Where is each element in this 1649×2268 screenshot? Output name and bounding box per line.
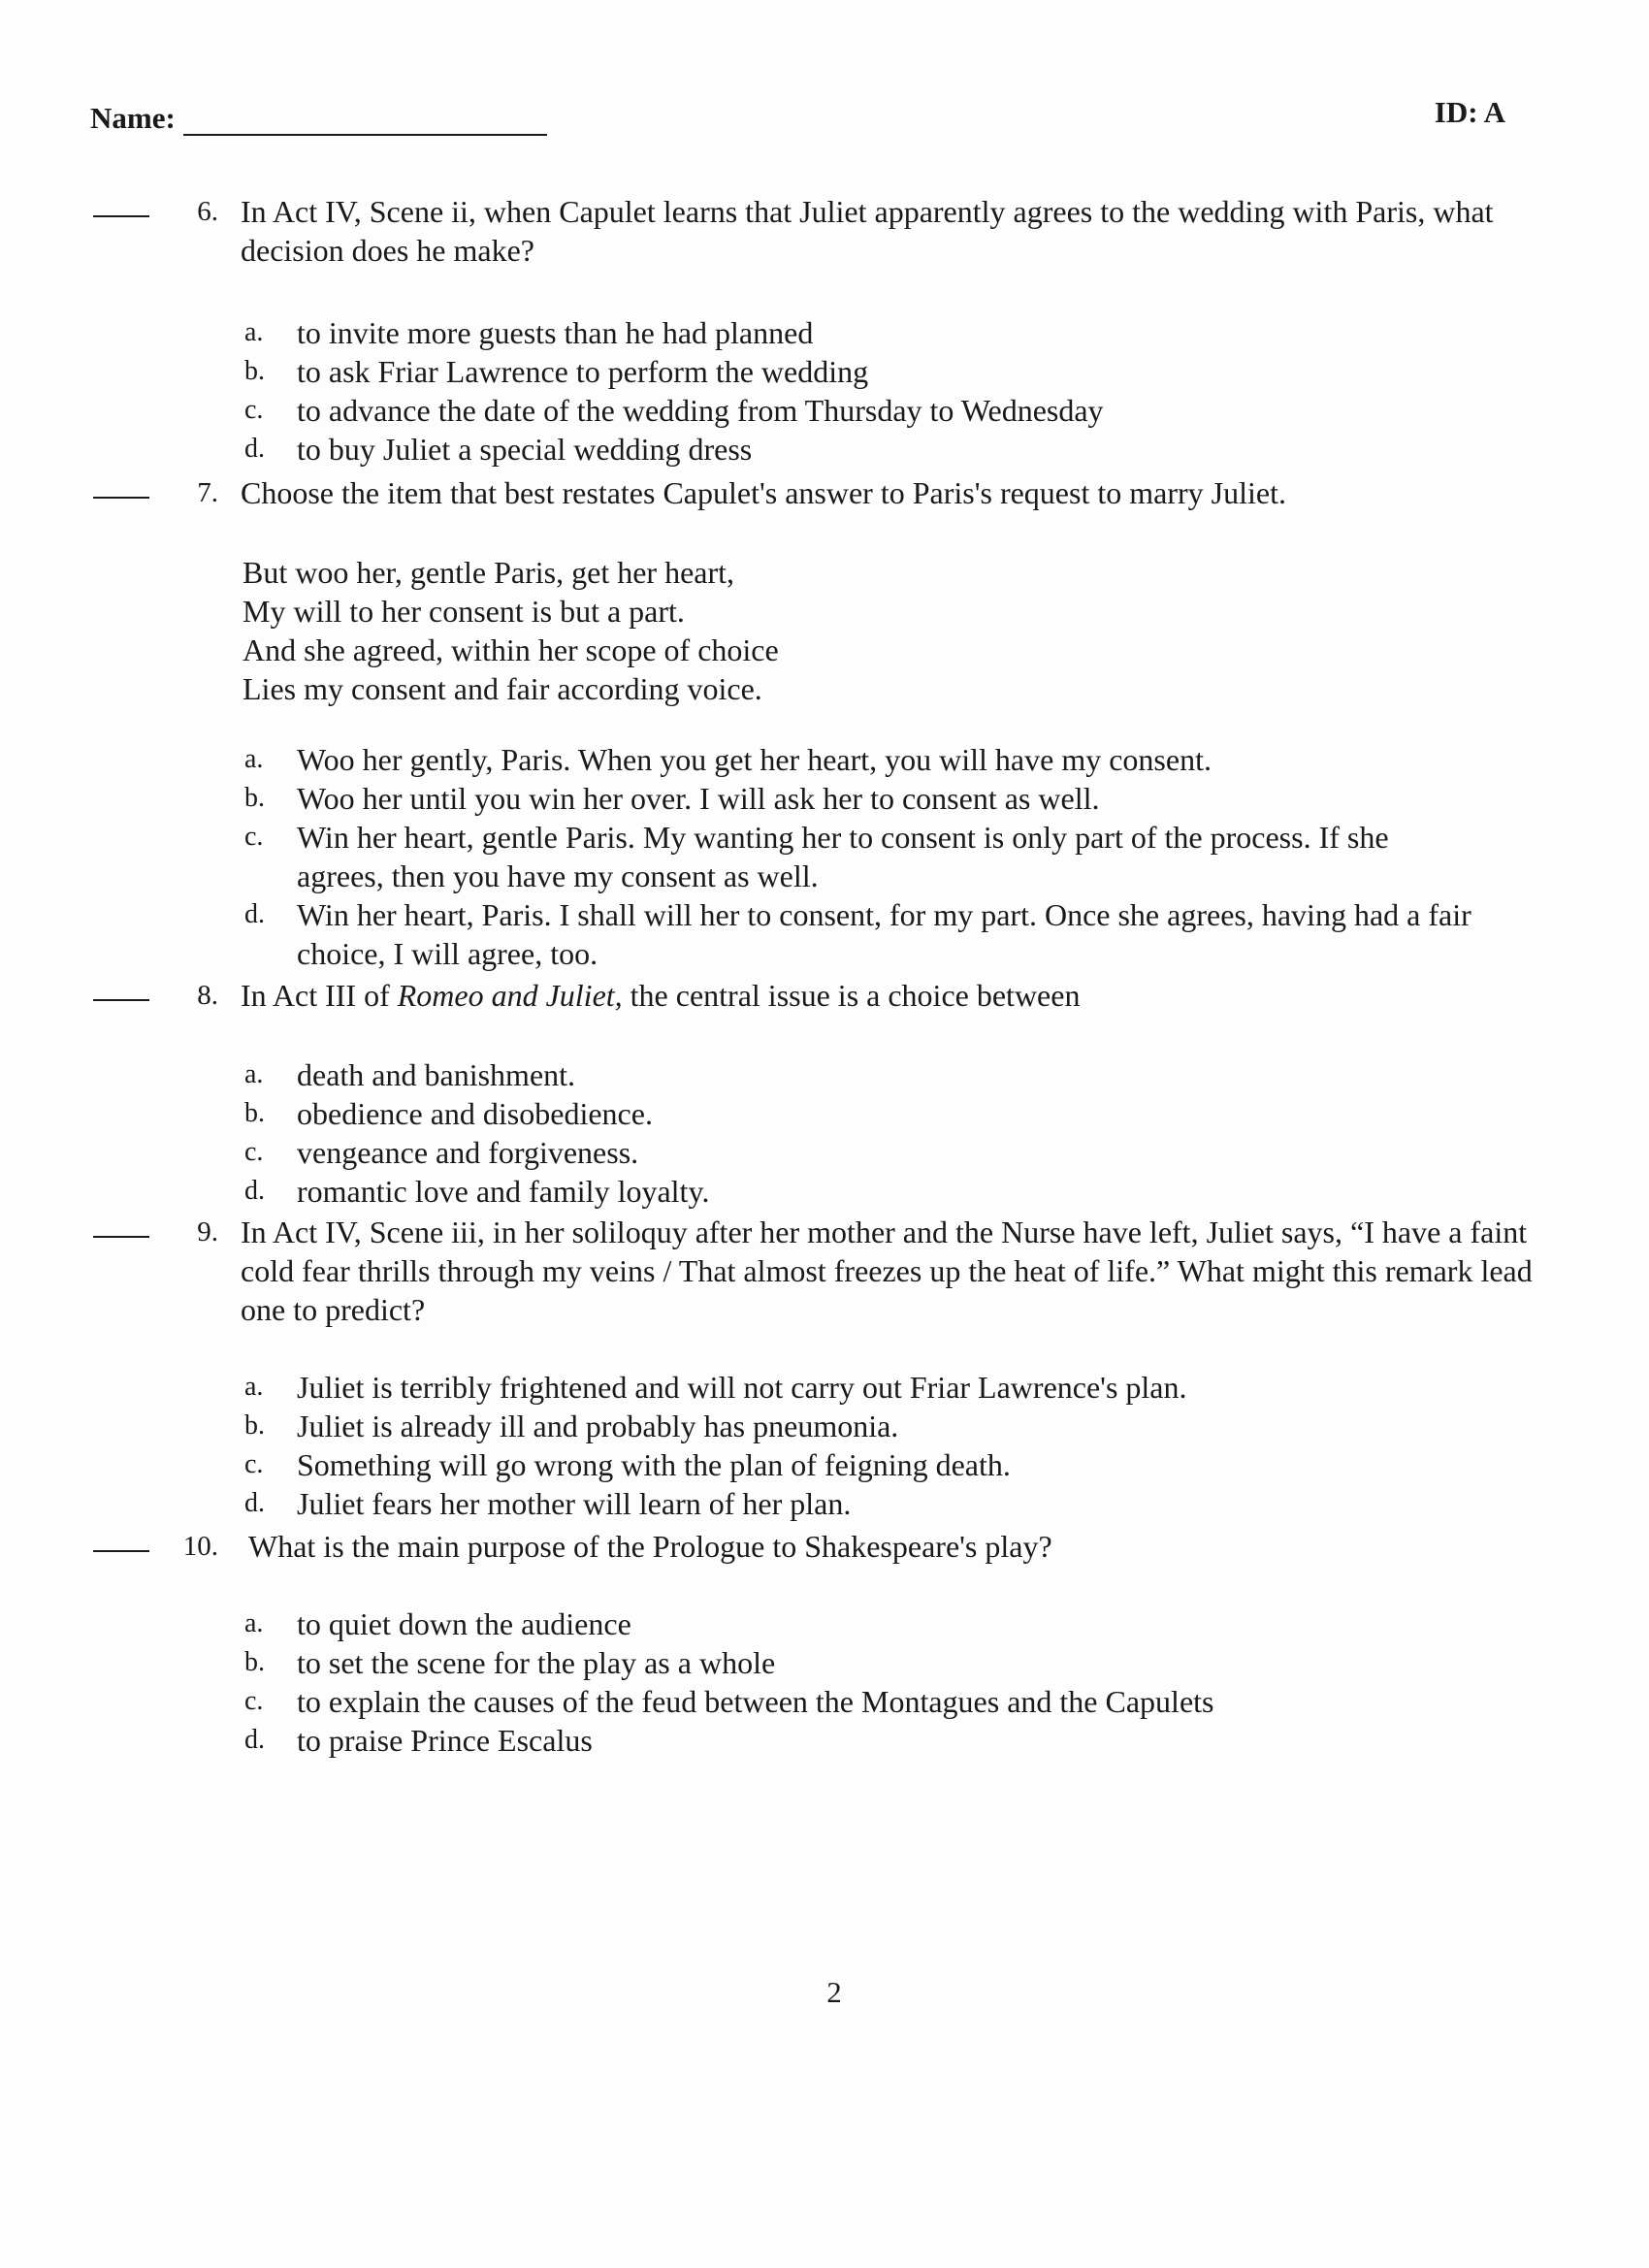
question-text: Choose the item that best restates Capulet's answer to Paris's request to marry Juliet. [241, 475, 1286, 510]
quoted-passage [242, 553, 779, 708]
choice-letter: c. [244, 1449, 264, 1479]
choice-letter: c. [244, 1137, 264, 1167]
choice [0, 1094, 1649, 1133]
choice-text: death and banishment. [297, 1057, 576, 1092]
question-number: 7. [197, 477, 218, 508]
answer-blank[interactable] [93, 215, 149, 217]
choice-letter: a. [244, 1059, 264, 1089]
test-id-label: ID: A [1434, 95, 1505, 129]
choice [0, 313, 1649, 352]
choice [0, 1484, 1649, 1523]
choice [0, 1133, 1649, 1172]
name-blank-line[interactable] [183, 107, 547, 136]
question-number: 9. [197, 1216, 218, 1247]
question-10-choices [0, 1604, 1649, 1760]
name-label: Name: [90, 101, 176, 135]
choice-text: romantic love and family loyalty. [297, 1174, 710, 1209]
question-text: In Act IV, Scene iii, in her soliloquy after her mother and the Nurse have left, Juliet says, “I have a faint cold fear thrills through my veins / That almost freezes up the heat of life.” What might this remark lead one to predict? [241, 1215, 1533, 1327]
question-text-end: the central issue is a choice between [622, 978, 1081, 1013]
choice-letter: c. [244, 822, 264, 852]
question-number: 6. [197, 196, 218, 227]
choice-letter: b. [244, 356, 265, 386]
answer-blank[interactable] [93, 1550, 149, 1552]
choice-text: Juliet is terribly frightened and will not carry out Friar Lawrence's plan. [297, 1370, 1187, 1405]
choice-text: to quiet down the audience [297, 1606, 631, 1641]
choice [0, 430, 1649, 469]
question-9-choices [0, 1368, 1649, 1523]
choice-text: to ask Friar Lawrence to perform the wedding [297, 354, 869, 389]
choice [0, 1604, 1649, 1643]
choice [0, 1368, 1649, 1407]
choice-text: to explain the causes of the feud between the Montagues and the Capulets [297, 1684, 1214, 1719]
choice-letter: b. [244, 1410, 265, 1441]
name-field [90, 101, 547, 136]
choice [0, 740, 1649, 779]
choice-text: Win her heart, gentle Paris. My wanting her to consent is only part of the process. If she agrees, then you have my consent as well. [297, 820, 1389, 893]
choice-text: obedience and disobedience. [297, 1096, 653, 1131]
choice-letter: c. [244, 395, 264, 425]
choice-text: Juliet fears her mother will learn of her plan. [297, 1486, 852, 1521]
question-number: 8. [197, 980, 218, 1011]
choice-letter: a. [244, 1608, 264, 1638]
question-text: In Act IV, Scene ii, when Capulet learns that Juliet apparently agrees to the wedding with Paris, what decision does he make? [241, 194, 1494, 268]
question-7-choices [0, 740, 1649, 973]
choice-text: to praise Prince Escalus [297, 1723, 593, 1758]
page-number: 2 [826, 1975, 842, 2009]
question-text [241, 976, 1569, 1015]
choice [0, 895, 1649, 973]
question-6-choices [0, 313, 1649, 469]
quote-line: My will to her consent is but a part. [242, 594, 685, 629]
answer-blank[interactable] [93, 999, 149, 1001]
answer-blank[interactable] [93, 1236, 149, 1238]
choice-letter: d. [244, 1176, 265, 1206]
choice [0, 818, 1649, 895]
play-title: Romeo and Juliet, [397, 978, 623, 1013]
choice [0, 352, 1649, 391]
choice [0, 1643, 1649, 1682]
quote-line: And she agreed, within her scope of choice [242, 632, 779, 667]
choice-text: to advance the date of the wedding from Thursday to Wednesday [297, 393, 1104, 428]
choice [0, 1445, 1649, 1484]
choice-text: to invite more guests than he had planned [297, 315, 814, 350]
answer-blank[interactable] [93, 497, 149, 499]
choice [0, 391, 1649, 430]
choice-text: Something will go wrong with the plan of feigning death. [297, 1447, 1011, 1482]
choice-letter: a. [244, 317, 264, 347]
quote-line: Lies my consent and fair according voice. [242, 671, 762, 706]
choice-letter: d. [244, 899, 265, 929]
question-8-choices [0, 1055, 1649, 1211]
choice [0, 779, 1649, 818]
question-number: 10. [182, 1531, 218, 1562]
quote-line: But woo her, gentle Paris, get her heart, [242, 555, 735, 590]
choice-letter: b. [244, 783, 265, 813]
choice-text: Win her heart, Paris. I shall will her to consent, for my part. Once she agrees, having had a fair choice, I will agree, too. [297, 897, 1471, 971]
question-text: What is the main purpose of the Prologue to Shakespeare's play? [248, 1529, 1052, 1564]
choice-letter: b. [244, 1647, 265, 1677]
choice-letter: d. [244, 1488, 265, 1518]
choice-letter: d. [244, 1725, 265, 1755]
choice-text: Woo her gently, Paris. When you get her heart, you will have my consent. [297, 742, 1212, 777]
choice-letter: a. [244, 1372, 264, 1402]
choice-letter: c. [244, 1686, 264, 1716]
choice [0, 1721, 1649, 1760]
choice [0, 1407, 1649, 1445]
choice [0, 1682, 1649, 1721]
choice-text: Juliet is already ill and probably has pneumonia. [297, 1409, 899, 1443]
choice-text: to buy Juliet a special wedding dress [297, 432, 753, 467]
choice-text: vengeance and forgiveness. [297, 1135, 639, 1170]
choice-letter: b. [244, 1098, 265, 1128]
choice-text: Woo her until you win her over. I will ask her to consent as well. [297, 781, 1100, 816]
choice-text: to set the scene for the play as a whole [297, 1645, 776, 1680]
question-text-start: In Act III of [241, 978, 398, 1013]
choice [0, 1055, 1649, 1094]
choice-letter: a. [244, 744, 264, 774]
choice [0, 1172, 1649, 1211]
choice-letter: d. [244, 434, 265, 464]
